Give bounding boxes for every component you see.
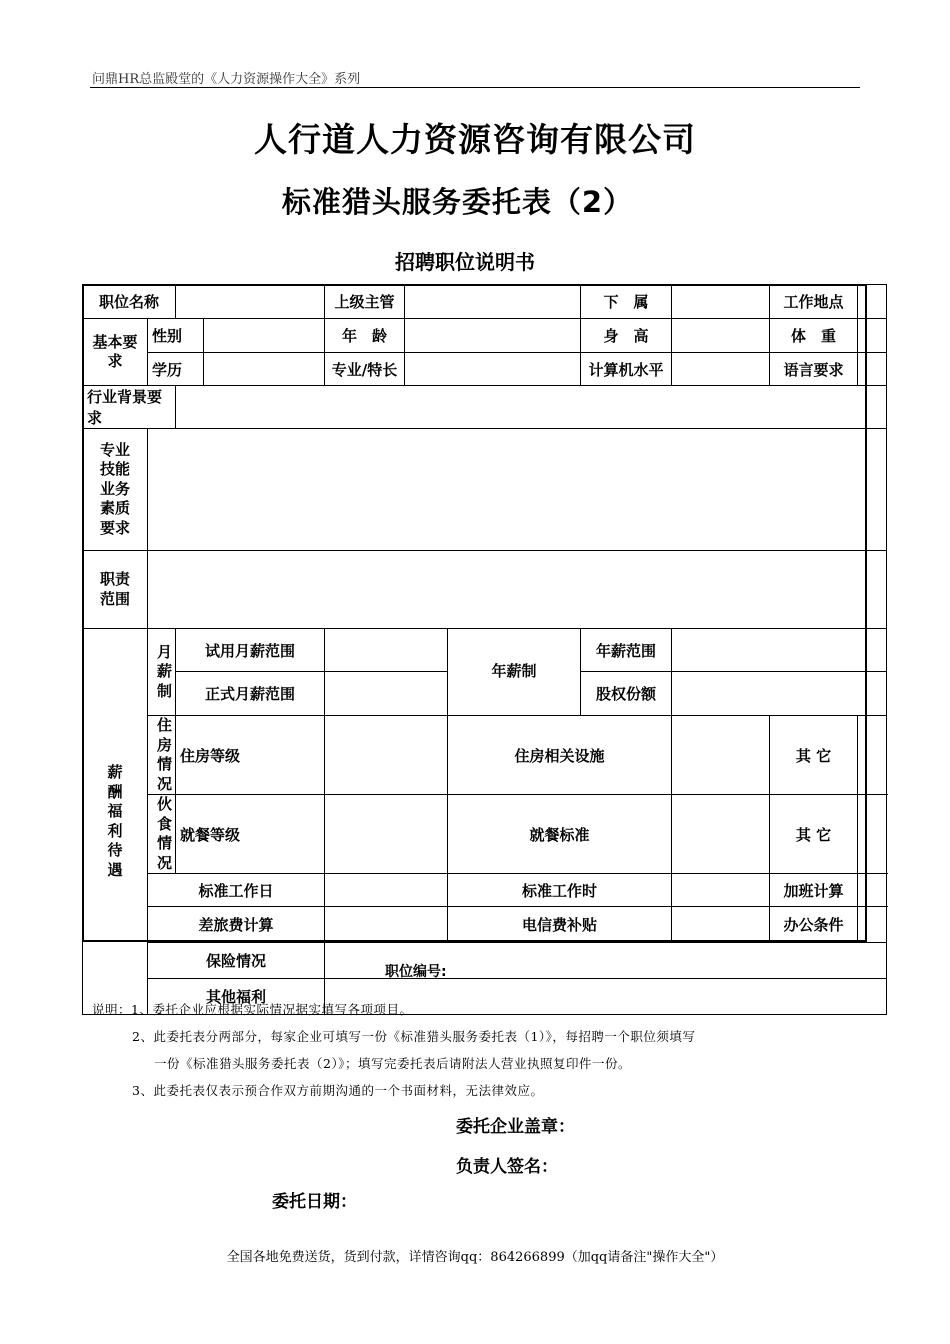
housing-facility-field[interactable] [672,716,770,795]
company-title: 人行道人力资源咨询有限公司 [254,120,696,159]
work-location-field[interactable] [858,285,887,319]
superior-label: 上级主管 [325,285,405,319]
work-location-label: 工作地点 [770,285,858,319]
equity-label: 股权份额 [581,672,672,716]
other-benefits-label: 其他福利 [148,979,325,1015]
trial-salary-label: 试用月薪范围 [176,629,325,672]
job-description-table [82,284,887,1015]
travel-expense-field[interactable] [325,907,448,943]
weight-label: 体 重 [770,319,858,353]
office-conditions-label: 办公条件 [770,907,858,943]
footer-text: 全国各地免费送货，货到付款，详情咨询qq：864266899（加qq请备注"操作大全"） [226,1250,724,1265]
formal-salary-label: 正式月薪范围 [176,672,325,716]
note-3: 3、此委托表仅表示预合作双方前期沟通的一个书面材料，无法律效应。 [132,1083,544,1098]
compensation-label: 薪酬福利待遇 [83,629,148,1015]
housing-level-label: 住房等级 [176,716,325,795]
industry-background-label: 行业背景要求 [83,386,176,429]
gender-field[interactable] [204,319,325,353]
trial-salary-field[interactable] [325,629,448,672]
language-field[interactable] [858,353,887,386]
telecom-allowance-field[interactable] [672,907,770,943]
signature-label: 负责人签名： [456,1157,558,1177]
meals-other-field[interactable] [858,795,887,874]
height-field[interactable] [672,319,770,353]
office-conditions-field[interactable] [858,907,887,943]
std-workhours-label: 标准工作时 [448,874,672,907]
meals-label: 伙食情况 [148,795,176,874]
computer-level-field[interactable] [672,353,770,386]
form-title: 标准猎头服务委托表（2） [281,185,634,219]
telecom-allowance-label: 电信费补贴 [448,907,672,943]
header-divider [90,87,860,88]
age-label: 年 龄 [325,319,405,353]
overtime-label: 加班计算 [770,874,858,907]
annual-range-label: 年薪范围 [581,629,672,672]
subordinate-label: 下 属 [581,285,672,319]
skills-label: 专业技能业务素质要求 [83,429,148,551]
language-label: 语言要求 [770,353,858,386]
job-name-label: 职位名称 [83,285,176,319]
meals-other-label: 其 它 [770,795,858,874]
housing-other-label: 其 它 [770,716,858,795]
height-label: 身 高 [581,319,672,353]
insurance-label: 保险情况 [148,943,325,979]
duties-field[interactable] [148,551,887,629]
housing-level-field[interactable] [325,716,448,795]
education-field[interactable] [204,353,325,386]
header-series-text: 问鼎HR总监殿堂的《人力资源操作大全》系列 [92,72,361,87]
subordinate-field[interactable] [672,285,770,319]
gender-label: 性别 [148,319,204,353]
std-workday-field[interactable] [325,874,448,907]
job-number-label: 职位编号: [385,964,447,980]
basic-requirements-label: 基本要求 [83,319,148,386]
education-label: 学历 [148,353,204,386]
meal-level-field[interactable] [325,795,448,874]
meal-level-label: 就餐等级 [176,795,325,874]
major-label: 专业/特长 [325,353,405,386]
note-2-continued: 一份《标准猎头服务委托表（2）》；填写完委托表后请附法人营业执照复印件一份。 [154,1056,631,1071]
job-name-field[interactable] [176,285,325,319]
housing-label: 住房情况 [148,716,176,795]
note-1: 说明：1、委托企业应根据实际情况据实填写各项项目。 [92,1002,413,1017]
company-seal-label: 委托企业盖章： [456,1117,575,1137]
overtime-field[interactable] [858,874,887,907]
age-field[interactable] [405,319,581,353]
std-workday-label: 标准工作日 [148,874,325,907]
duties-label: 职责范围 [83,551,148,629]
superior-field[interactable] [405,285,581,319]
skills-field[interactable] [148,429,887,551]
major-field[interactable] [405,353,581,386]
weight-field[interactable] [858,319,887,353]
form-subtitle: 招聘职位说明书 [395,250,535,274]
annual-range-field[interactable] [672,629,887,672]
housing-other-field[interactable] [858,716,887,795]
computer-level-label: 计算机水平 [581,353,672,386]
industry-background-field[interactable] [176,386,887,429]
monthly-salary-label: 月薪制 [148,629,176,716]
travel-expense-label: 差旅费计算 [148,907,325,943]
note-2: 2、此委托表分两部分，每家企业可填写一份《标准猎头服务委托表（1）》，每招聘一个职位须填写 [132,1029,696,1044]
annual-salary-label: 年薪制 [448,629,581,716]
std-workhours-field[interactable] [672,874,770,907]
meal-standard-field[interactable] [672,795,770,874]
instructions [92,996,695,1104]
date-label: 委托日期： [272,1192,357,1212]
housing-facility-label: 住房相关设施 [448,716,672,795]
meal-standard-label: 就餐标准 [448,795,672,874]
equity-field[interactable] [672,672,887,716]
formal-salary-field[interactable] [325,672,448,716]
